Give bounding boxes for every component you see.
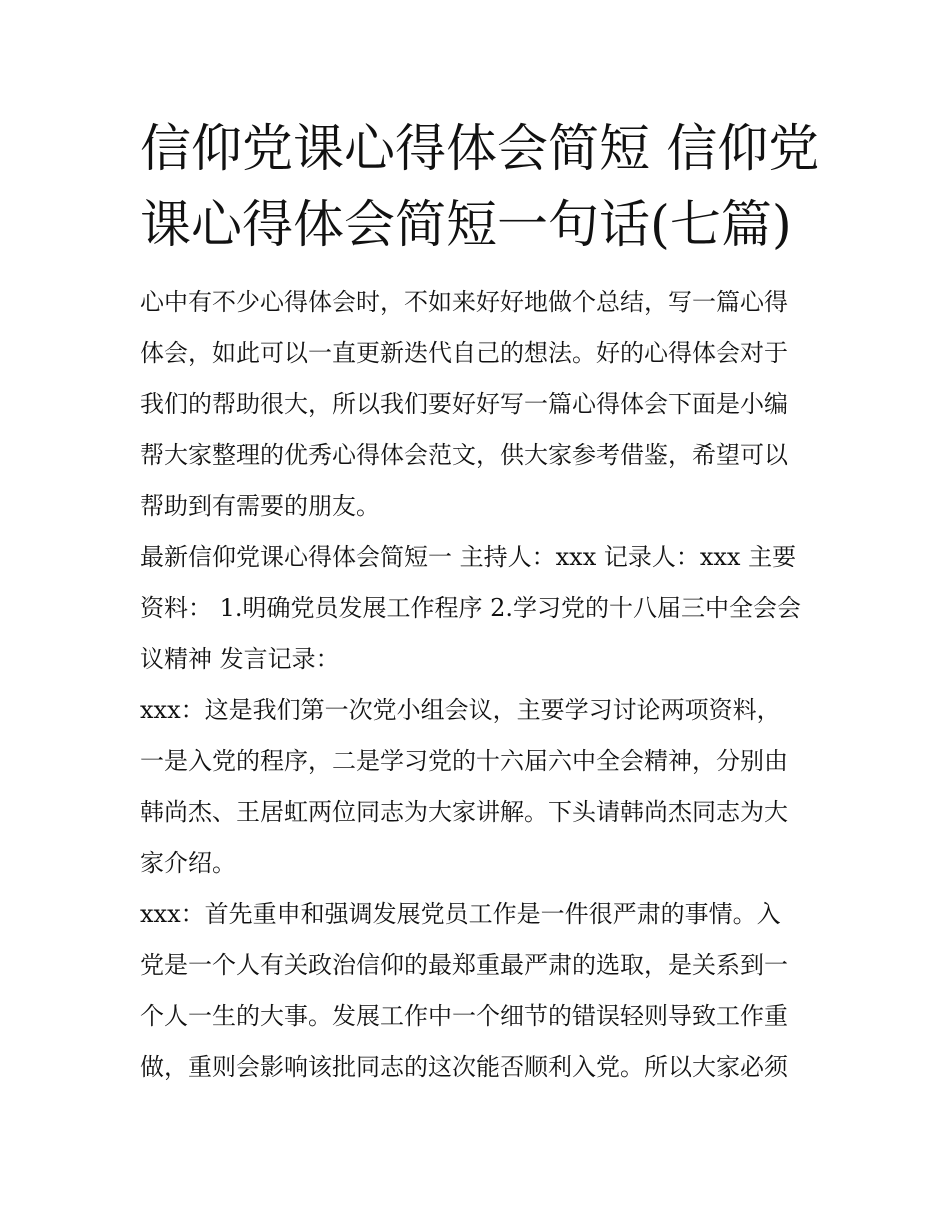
body-line: xxx：这是我们第一次党小组会议，主要学习讨论两项资料， [140,696,781,724]
body-line: 做，重则会影响该批同志的这次能否顺利入党。所以大家必须 [140,1053,788,1081]
body-line: 一是入党的程序，二是学习党的十六届六中全会精神，分别由 [140,747,788,775]
document-title: 信仰党课心得体会简短 信仰党课心得体会简短一句话(七篇) [140,120,820,255]
body-line: 体会，如此可以一直更新迭代自己的想法。好的心得体会对于 [140,339,788,367]
body-line: 党是一个人有关政治信仰的最郑重最严肃的选取，是关系到一 [140,951,788,979]
body-line: 韩尚杰、王居虹两位同志为大家讲解。下头请韩尚杰同志为大 [140,798,788,826]
body-line: 心中有不少心得体会时，不如来好好地做个总结，写一篇心得 [140,288,788,316]
body-line: 家介绍。 [140,849,236,877]
body-line: 帮助到有需要的朋友。 [140,492,380,520]
body-line: 我们的帮助很大，所以我们要好好写一篇心得体会下面是小编 [140,390,788,418]
body-line: 议精神 发言记录： [140,645,340,673]
body-line: 帮大家整理的优秀心得体会范文，供大家参考借鉴，希望可以 [140,441,788,469]
body-line: 个人一生的大事。发展工作中一个细节的错误轻则导致工作重 [140,1002,788,1030]
body-line: xxx：首先重申和强调发展党员工作是一件很严肃的事情。入 [140,900,781,928]
body-line: 最新信仰党课心得体会简短一 主持人：xxx 记录人：xxx 主要 [140,543,797,571]
body-line: 资料： 1.明确党员发展工作程序 2.学习党的十八届三中全会会 [140,594,802,622]
